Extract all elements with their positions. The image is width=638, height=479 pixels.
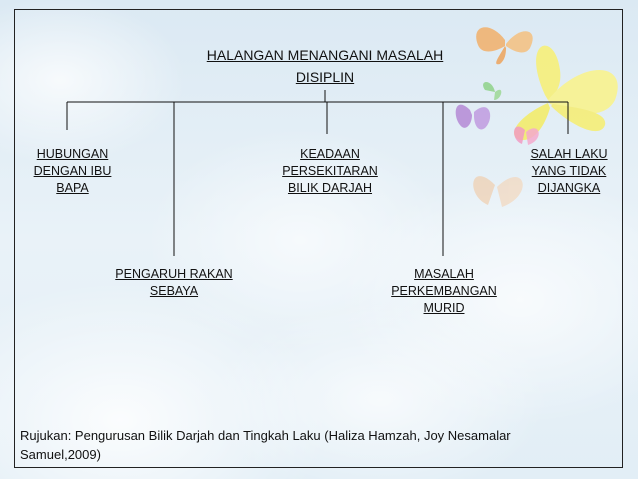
- node-salah-line-3: DIJANGKA: [537, 181, 601, 195]
- node-keadaan-line-3: BILIK DARJAH: [287, 181, 373, 195]
- node-pengaruh-line-1: PENGARUH RAKAN: [115, 267, 233, 281]
- node-masalah-line-2: PERKEMBANGAN: [391, 284, 497, 298]
- node-hubungan-line-3: BAPA: [56, 181, 89, 195]
- node-pengaruh: [104, 266, 244, 300]
- node-salah-line-1: SALAH LAKU: [530, 147, 608, 161]
- title-line-2: DISIPLIN: [295, 69, 355, 85]
- node-salah-line-2: YANG TIDAK: [531, 164, 607, 178]
- node-salah: [520, 146, 618, 197]
- node-hubungan-line-1: HUBUNGAN: [36, 147, 109, 161]
- node-pengaruh-line-2: SEBAYA: [149, 284, 199, 298]
- node-masalah: [380, 266, 508, 317]
- node-keadaan-line-2: PERSEKITARAN: [282, 164, 378, 178]
- node-keadaan: [270, 146, 390, 197]
- reference-line-1: Rujukan: Pengurusan Bilik Darjah dan Tingkah Laku (Haliza Hamzah, Joy Nesamalar: [20, 428, 511, 443]
- node-hubungan: [20, 146, 125, 197]
- node-keadaan-line-1: KEADAAN: [300, 147, 360, 161]
- node-masalah-line-1: MASALAH: [414, 267, 474, 281]
- title-line-1: HALANGAN MENANGANI MASALAH: [206, 47, 444, 63]
- node-hubungan-line-2: DENGAN IBU: [33, 164, 112, 178]
- reference-line-2: Samuel,2009): [20, 447, 101, 462]
- node-masalah-line-3: MURID: [423, 301, 465, 315]
- reference-text: [20, 426, 600, 464]
